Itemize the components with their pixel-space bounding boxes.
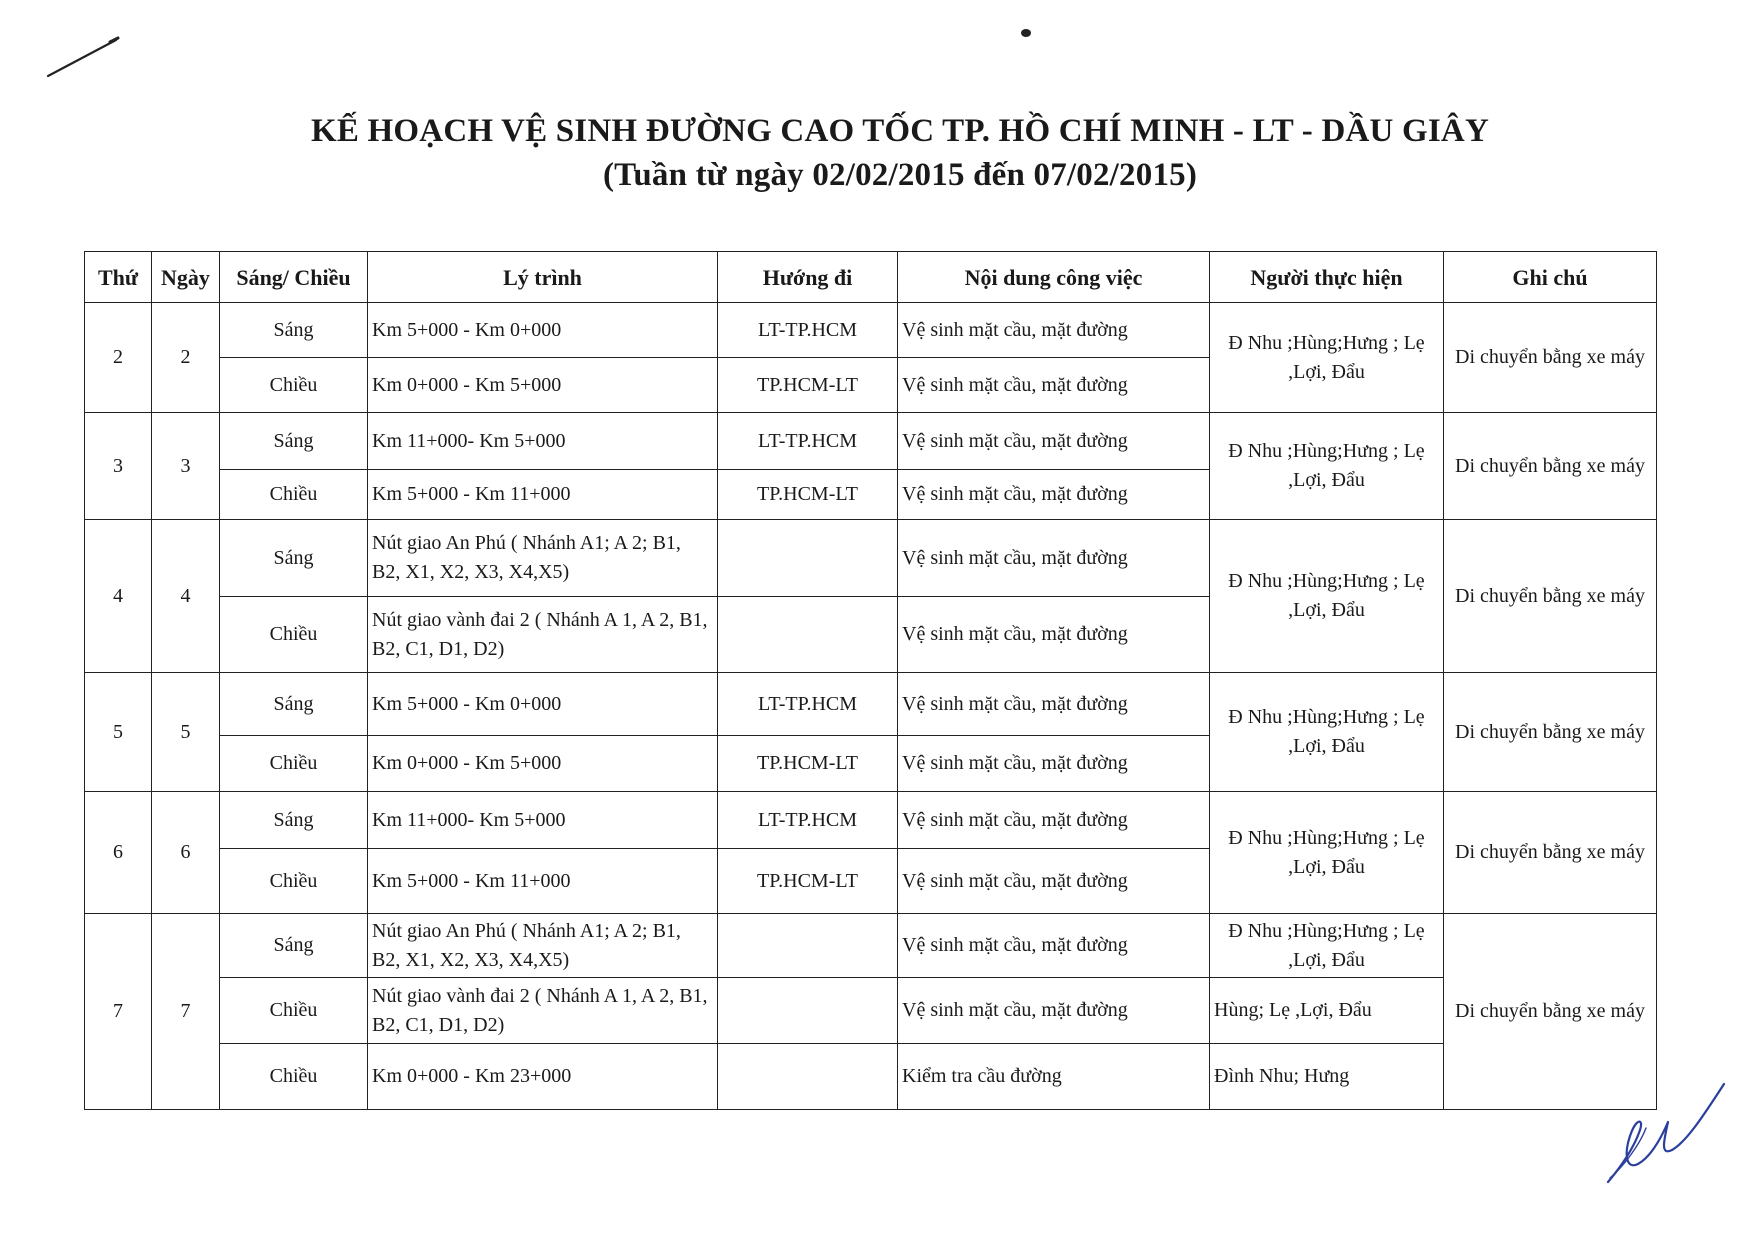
cell-noi-dung: Vệ sinh mặt cầu, mặt đường <box>898 914 1210 978</box>
header-nguoi-thuc-hien: Người thực hiện <box>1210 252 1444 303</box>
cell-ly-trinh: Km 5+000 - Km 11+000 <box>368 470 718 520</box>
cell-ly-trinh: Nút giao An Phú ( Nhánh A1; A 2; B1, B2, X1, X2, X3, X4,X5) <box>368 520 718 597</box>
cell-buoi: Sáng <box>220 673 368 736</box>
cell-ngay: 6 <box>152 792 220 914</box>
cell-huong-di <box>718 978 898 1044</box>
cell-huong-di: TP.HCM-LT <box>718 849 898 914</box>
cell-buoi: Chiều <box>220 597 368 673</box>
cell-thu: 6 <box>85 792 152 914</box>
header-ghi-chu: Ghi chú <box>1444 252 1657 303</box>
cell-ghi-chu: Di chuyển bằng xe máy <box>1444 520 1657 673</box>
cell-buoi: Sáng <box>220 914 368 978</box>
cell-noi-dung: Vệ sinh mặt cầu, mặt đường <box>898 358 1210 413</box>
cell-huong-di: LT-TP.HCM <box>718 303 898 358</box>
table-row <box>85 520 1657 597</box>
header-ly-trinh: Lý trình <box>368 252 718 303</box>
header-sang-chieu: Sáng/ Chiều <box>220 252 368 303</box>
cell-buoi: Chiều <box>220 470 368 520</box>
table-row <box>85 1044 1657 1110</box>
cell-ly-trinh: Km 5+000 - Km 11+000 <box>368 849 718 914</box>
document-subtitle: (Tuần từ ngày 02/02/2015 đến 07/02/2015) <box>602 157 1198 193</box>
cell-nguoi-thuc-hien: Đ Nhu ;Hùng;Hưng ; Lẹ ,Lợi, Đẩu <box>1210 520 1444 673</box>
cell-ngay: 4 <box>152 520 220 673</box>
cell-ghi-chu: Di chuyển bằng xe máy <box>1444 673 1657 792</box>
scan-dot-mark <box>1020 27 1034 39</box>
cell-buoi: Chiều <box>220 736 368 792</box>
table-row <box>85 303 1657 358</box>
cell-noi-dung: Vệ sinh mặt cầu, mặt đường <box>898 849 1210 914</box>
cell-huong-di <box>718 914 898 978</box>
table-header-row <box>85 252 1657 303</box>
cell-ghi-chu: Di chuyển bằng xe máy <box>1444 303 1657 413</box>
cell-huong-di: TP.HCM-LT <box>718 736 898 792</box>
cell-buoi: Sáng <box>220 792 368 849</box>
cell-noi-dung: Vệ sinh mặt cầu, mặt đường <box>898 597 1210 673</box>
cell-huong-di: LT-TP.HCM <box>718 673 898 736</box>
cell-huong-di <box>718 597 898 673</box>
header-thu: Thứ <box>85 252 152 303</box>
table-row <box>85 792 1657 849</box>
cell-noi-dung: Vệ sinh mặt cầu, mặt đường <box>898 736 1210 792</box>
cell-buoi: Chiều <box>220 849 368 914</box>
cell-ngay: 3 <box>152 413 220 520</box>
cell-nguoi-thuc-hien: Hùng; Lẹ ,Lợi, Đẩu <box>1210 978 1444 1044</box>
cell-ly-trinh: Km 11+000- Km 5+000 <box>368 413 718 470</box>
cell-huong-di <box>718 1044 898 1110</box>
cell-buoi: Sáng <box>220 520 368 597</box>
cell-buoi: Chiều <box>220 1044 368 1110</box>
cell-buoi: Chiều <box>220 358 368 413</box>
cell-huong-di <box>718 520 898 597</box>
cell-nguoi-thuc-hien: Đ Nhu ;Hùng;Hưng ; Lẹ ,Lợi, Đẩu <box>1210 413 1444 520</box>
table-row <box>85 413 1657 470</box>
cell-thu: 7 <box>85 914 152 1110</box>
signature-initials <box>1600 1078 1730 1188</box>
header-ngay: Ngày <box>152 252 220 303</box>
cell-nguoi-thuc-hien: Đ Nhu ;Hùng;Hưng ; Lẹ ,Lợi, Đẩu <box>1210 673 1444 792</box>
cell-ly-trinh: Km 11+000- Km 5+000 <box>368 792 718 849</box>
cell-thu: 5 <box>85 673 152 792</box>
cell-huong-di: TP.HCM-LT <box>718 470 898 520</box>
cleaning-plan-table <box>84 251 1657 1110</box>
cell-noi-dung: Vệ sinh mặt cầu, mặt đường <box>898 470 1210 520</box>
cell-ly-trinh: Km 5+000 - Km 0+000 <box>368 303 718 358</box>
header-huong-di: Hướng đi <box>718 252 898 303</box>
cell-huong-di: LT-TP.HCM <box>718 413 898 470</box>
cell-ly-trinh: Km 5+000 - Km 0+000 <box>368 673 718 736</box>
table-row <box>85 978 1657 1044</box>
cell-ly-trinh: Nút giao vành đai 2 ( Nhánh A 1, A 2, B1, B2, C1, D1, D2) <box>368 978 718 1044</box>
cell-noi-dung: Vệ sinh mặt cầu, mặt đường <box>898 413 1210 470</box>
cell-nguoi-thuc-hien: Đ Nhu ;Hùng;Hưng ; Lẹ ,Lợi, Đẩu <box>1210 303 1444 413</box>
cell-huong-di: LT-TP.HCM <box>718 792 898 849</box>
cell-noi-dung: Kiểm tra cầu đường <box>898 1044 1210 1110</box>
cell-noi-dung: Vệ sinh mặt cầu, mặt đường <box>898 520 1210 597</box>
cell-ghi-chu: Di chuyển bằng xe máy <box>1444 413 1657 520</box>
cell-ngay: 2 <box>152 303 220 413</box>
cell-noi-dung: Vệ sinh mặt cầu, mặt đường <box>898 978 1210 1044</box>
cell-ly-trinh: Km 0+000 - Km 5+000 <box>368 358 718 413</box>
cell-ly-trinh: Nút giao An Phú ( Nhánh A1; A 2; B1, B2, X1, X2, X3, X4,X5) <box>368 914 718 978</box>
cell-buoi: Sáng <box>220 303 368 358</box>
cell-buoi: Sáng <box>220 413 368 470</box>
cell-nguoi-thuc-hien: Đ Nhu ;Hùng;Hưng ; Lẹ ,Lợi, Đẩu <box>1210 792 1444 914</box>
document-title: KẾ HOẠCH VỆ SINH ĐƯỜNG CAO TỐC TP. HỒ CHÍ MINH - LT - DẦU GIÂY <box>311 113 1489 149</box>
cell-buoi: Chiều <box>220 978 368 1044</box>
cell-ngay: 5 <box>152 673 220 792</box>
cell-noi-dung: Vệ sinh mặt cầu, mặt đường <box>898 673 1210 736</box>
table-row <box>85 914 1657 978</box>
header-noi-dung: Nội dung công việc <box>898 252 1210 303</box>
pen-stroke-mark <box>44 34 124 84</box>
table-row <box>85 673 1657 736</box>
cell-ly-trinh: Km 0+000 - Km 5+000 <box>368 736 718 792</box>
cell-thu: 2 <box>85 303 152 413</box>
cell-ly-trinh: Nút giao vành đai 2 ( Nhánh A 1, A 2, B1, B2, C1, D1, D2) <box>368 597 718 673</box>
cell-nguoi-thuc-hien: Đình Nhu; Hưng <box>1210 1044 1444 1110</box>
cell-ghi-chu: Di chuyển bằng xe máy <box>1444 792 1657 914</box>
cell-ghi-chu: Di chuyển bằng xe máy <box>1444 914 1657 1110</box>
cell-thu: 4 <box>85 520 152 673</box>
cell-ngay: 7 <box>152 914 220 1110</box>
cell-thu: 3 <box>85 413 152 520</box>
cell-ly-trinh: Km 0+000 - Km 23+000 <box>368 1044 718 1110</box>
cell-noi-dung: Vệ sinh mặt cầu, mặt đường <box>898 303 1210 358</box>
cell-nguoi-thuc-hien: Đ Nhu ;Hùng;Hưng ; Lẹ ,Lợi, Đẩu <box>1210 914 1444 978</box>
cell-huong-di: TP.HCM-LT <box>718 358 898 413</box>
cell-noi-dung: Vệ sinh mặt cầu, mặt đường <box>898 792 1210 849</box>
